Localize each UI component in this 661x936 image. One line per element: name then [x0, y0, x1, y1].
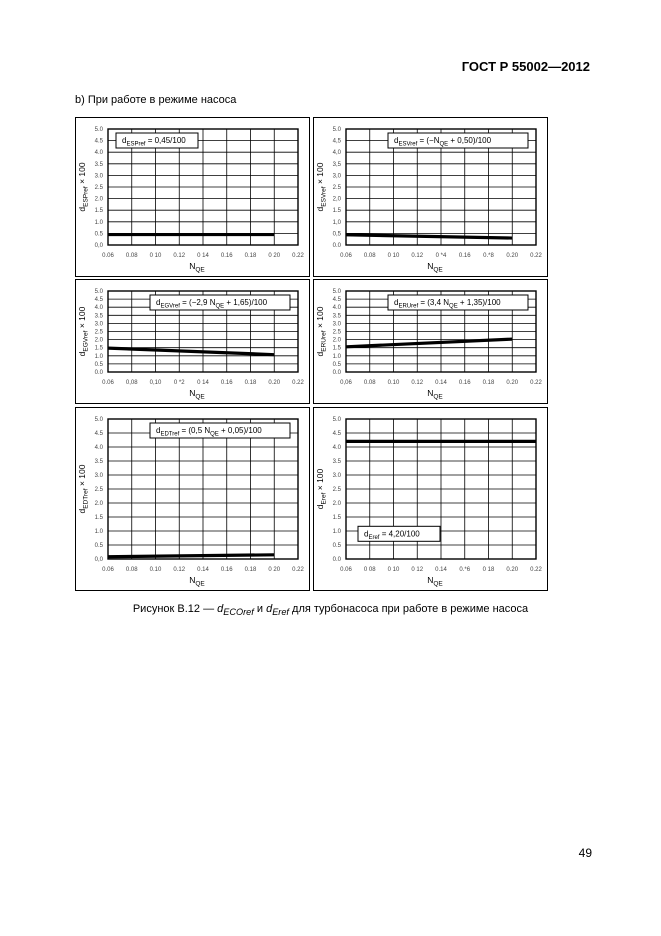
- y-tick-label: 3.0: [332, 473, 341, 479]
- x-tick-label: 0.*6: [459, 567, 471, 573]
- y-axis-label: $d_{ERUref} \times 100$: [315, 306, 328, 357]
- y-tick-label: 3.0: [94, 321, 103, 328]
- y-tick-label: 3.5: [332, 313, 341, 320]
- y-tick-label: 3.5: [94, 459, 103, 465]
- y-tick-label: 3,5: [332, 161, 341, 168]
- x-tick-label: 0.14: [435, 567, 447, 573]
- y-tick-label: 4,5: [332, 138, 341, 145]
- y-tick-label: 4.0: [94, 150, 103, 157]
- y-tick-label: 2.5: [332, 185, 341, 191]
- caption-symbol-1: d: [217, 603, 224, 615]
- x-tick-label: 0,10: [149, 380, 162, 386]
- y-axis-label: $d_{EGVref} \times 100$: [77, 306, 90, 357]
- y-tick-label: 1.5: [332, 345, 341, 352]
- x-tick-label: 0.10: [387, 380, 400, 386]
- y-tick-label: 1.5: [94, 208, 103, 215]
- x-tick-label: 0.16: [220, 567, 233, 573]
- formula-text: $d_{ESVref} = (-N_{QE} + 0,50)/100$: [394, 136, 492, 148]
- x-tick-label: 0.10: [149, 567, 162, 573]
- x-tick-label: 0.12: [411, 380, 424, 386]
- y-tick-label: 1.0: [332, 353, 341, 360]
- formula-text: $d_{ERUref} = (3,4$ $N_{QE} + 1,35)/100$: [394, 298, 501, 310]
- page-number: 49: [578, 846, 592, 860]
- y-tick-label: 3.5: [332, 459, 341, 465]
- y-tick-label: 0.5: [94, 361, 103, 368]
- y-tick-label: 2.5: [94, 487, 103, 493]
- x-tick-label: 0 12: [411, 567, 424, 573]
- x-tick-label: 0.18: [482, 380, 495, 386]
- x-tick-label: 0 14: [197, 380, 209, 386]
- x-axis-label: $N_{QE}$: [427, 575, 443, 588]
- x-tick-label: 0.08: [125, 253, 138, 259]
- y-tick-label: 3.5: [94, 161, 103, 168]
- x-tick-label: 0.06: [102, 567, 114, 573]
- x-tick-label: 0.06: [340, 253, 352, 259]
- x-tick-label: 0.08: [363, 380, 376, 386]
- y-tick-label: 5.0: [332, 417, 341, 423]
- x-tick-label: 0.12: [173, 567, 186, 573]
- y-tick-label: 1.0: [332, 529, 341, 535]
- y-tick-label: 0.0: [332, 370, 341, 376]
- y-tick-label: 0.0: [332, 557, 341, 563]
- x-tick-label: 0.22: [530, 253, 542, 259]
- y-tick-label: 0,0: [94, 557, 103, 563]
- caption-mid: и: [253, 603, 267, 615]
- x-tick-label: 0.18: [244, 380, 257, 386]
- chart-e: [313, 407, 548, 591]
- y-tick-label: 2.0: [94, 196, 103, 203]
- x-tick-label: 0.06: [340, 567, 352, 573]
- caption-suffix: для турбонасоса при работе в режиме насоса: [288, 603, 529, 615]
- x-tick-label: 0 14: [197, 253, 209, 259]
- x-tick-label: 0 10: [387, 567, 400, 573]
- y-tick-label: 3.0: [332, 321, 341, 328]
- y-tick-label: 4.0: [94, 305, 103, 312]
- x-tick-label: 0 *2: [173, 380, 185, 386]
- y-tick-label: 4.0: [332, 445, 341, 451]
- chart-eru: [313, 279, 548, 404]
- y-tick-label: 0.5: [94, 231, 103, 238]
- caption-prefix: Рисунок В.12 —: [132, 603, 218, 615]
- formula-text: $d_{EDTref} = (0,5$ $N_{QE} + 0,05)/100$: [156, 426, 262, 438]
- y-tick-label: 5.0: [94, 289, 103, 295]
- y-tick-label: 0.5: [332, 543, 341, 549]
- y-tick-label: 2.5: [94, 185, 103, 191]
- formula-text: $d_{Eref} = 4,20/100$: [364, 529, 420, 541]
- x-tick-label: 0.06: [102, 380, 114, 386]
- y-tick-label: 4,0: [332, 150, 341, 157]
- y-tick-label: 4.5: [332, 431, 341, 437]
- y-tick-label: 0,5: [332, 231, 341, 238]
- y-tick-label: 4.0: [332, 305, 341, 312]
- caption-symbol-2-sub: Eref: [272, 607, 289, 618]
- x-tick-label: 0.08: [363, 253, 376, 259]
- x-tick-label: 0,08: [125, 380, 138, 386]
- x-tick-label: 0.16: [220, 253, 233, 259]
- x-axis-label: $N_{QE}$: [189, 575, 205, 588]
- y-tick-label: 5.0: [94, 127, 103, 133]
- x-tick-label: 0.20: [506, 380, 519, 386]
- y-tick-label: 1.5: [332, 515, 341, 521]
- document-number: ГОСТ Р 55002—2012: [461, 59, 590, 74]
- section-subtitle: b) При работе в режиме насоса: [75, 94, 237, 106]
- y-tick-label: 1.5: [94, 345, 103, 352]
- y-tick-label: 0.5: [94, 543, 103, 549]
- y-tick-label: 2.5: [332, 487, 341, 493]
- x-tick-label: 0.12: [173, 253, 186, 259]
- y-axis-label: $d_{Eref} \times 100$: [315, 468, 328, 510]
- x-tick-label: 0.20: [268, 380, 281, 386]
- y-axis-label: $d_{ESPref} \times 100$: [77, 162, 90, 212]
- x-tick-label: 0 20: [268, 567, 281, 573]
- x-tick-label: 0.18: [244, 253, 257, 259]
- chart-esv: [313, 117, 548, 277]
- x-tick-label: 0.*8: [483, 253, 494, 259]
- y-tick-label: 2.0: [332, 337, 341, 344]
- x-axis-label: $N_{QE}$: [189, 388, 205, 401]
- y-tick-label: 3.0: [94, 173, 103, 180]
- x-tick-label: 0 10: [387, 253, 400, 259]
- y-tick-label: 2.0: [94, 337, 103, 344]
- x-tick-label: 0.06: [102, 253, 114, 259]
- x-tick-label: 0 10: [149, 253, 162, 259]
- y-tick-label: 4.5: [94, 431, 103, 437]
- y-tick-label: 4.5: [332, 297, 341, 304]
- y-tick-label: 0.0: [94, 370, 103, 376]
- x-tick-label: 0.22: [292, 380, 304, 386]
- chart-egv: [75, 279, 310, 404]
- y-tick-label: 3.5: [94, 313, 103, 320]
- x-axis-label: $N_{QE}$: [427, 388, 443, 401]
- y-tick-label: 0,0: [94, 243, 103, 249]
- y-tick-label: 1,0: [332, 219, 341, 226]
- x-tick-label: 0.18: [244, 567, 257, 573]
- y-tick-label: 1.5: [332, 208, 341, 215]
- x-tick-label: 0.14: [197, 567, 209, 573]
- caption-symbol-2: d: [266, 603, 273, 615]
- formula-text: $d_{EGVref} = (-2,9$ $N_{QE} + 1,65)/100$: [156, 298, 268, 310]
- x-tick-label: 0.22: [530, 567, 542, 573]
- x-tick-label: 0 18: [482, 567, 495, 573]
- formula-text: $d_{ESPref} = 0,45/100$: [122, 136, 186, 148]
- series-line: [108, 555, 274, 557]
- y-tick-label: 2.5: [94, 329, 103, 336]
- x-tick-label: 0 20: [268, 253, 281, 259]
- x-tick-label: 0.20: [506, 567, 519, 573]
- chart-edt: [75, 407, 310, 591]
- y-tick-label: 3,0: [332, 173, 341, 180]
- figure-caption: [0, 603, 661, 617]
- y-tick-label: 1.5: [94, 515, 103, 521]
- x-axis-label: $N_{QE}$: [427, 261, 443, 274]
- x-tick-label: 0.22: [530, 380, 542, 386]
- y-tick-label: 3.0: [94, 473, 103, 479]
- y-tick-label: 2.0: [94, 501, 103, 507]
- x-tick-label: 0.08: [125, 567, 138, 573]
- x-tick-label: 0.12: [411, 253, 424, 259]
- y-tick-label: 2.5: [332, 329, 341, 336]
- y-tick-label: 4.5: [94, 297, 103, 304]
- y-tick-label: 4.0: [94, 445, 103, 451]
- x-tick-label: 0.22: [292, 253, 304, 259]
- x-tick-label: 0.22: [292, 567, 304, 573]
- x-tick-label: 0.14: [435, 380, 447, 386]
- y-tick-label: 2,0: [332, 196, 341, 203]
- x-tick-label: 0 08: [363, 567, 376, 573]
- x-tick-label: 0.16: [458, 380, 471, 386]
- y-tick-label: 5.0: [332, 127, 341, 133]
- y-tick-label: 1.0: [94, 529, 103, 535]
- caption-symbol-1-sub: ECOref: [223, 607, 254, 618]
- y-tick-label: 5.0: [332, 289, 341, 295]
- y-tick-label: 5.0: [94, 417, 103, 423]
- x-axis-label: $N_{QE}$: [189, 261, 205, 274]
- x-tick-label: 0 *4: [435, 253, 447, 259]
- x-tick-label: 0,06: [340, 380, 352, 386]
- x-tick-label: 0.16: [458, 253, 471, 259]
- y-tick-label: 2.0: [332, 501, 341, 507]
- y-tick-label: 0.0: [332, 243, 341, 249]
- x-tick-label: 0.20: [506, 253, 519, 259]
- x-tick-label: 0.16: [220, 380, 233, 386]
- y-tick-label: 0.5: [332, 361, 341, 368]
- y-tick-label: 4.5: [94, 138, 103, 145]
- y-tick-label: 1.0: [94, 353, 103, 360]
- chart-esp: [75, 117, 310, 277]
- y-tick-label: 1.0: [94, 219, 103, 226]
- y-axis-label: $d_{ESVref} \times 100$: [315, 162, 328, 212]
- y-axis-label: $d_{EDTref} \times 100$: [77, 464, 90, 514]
